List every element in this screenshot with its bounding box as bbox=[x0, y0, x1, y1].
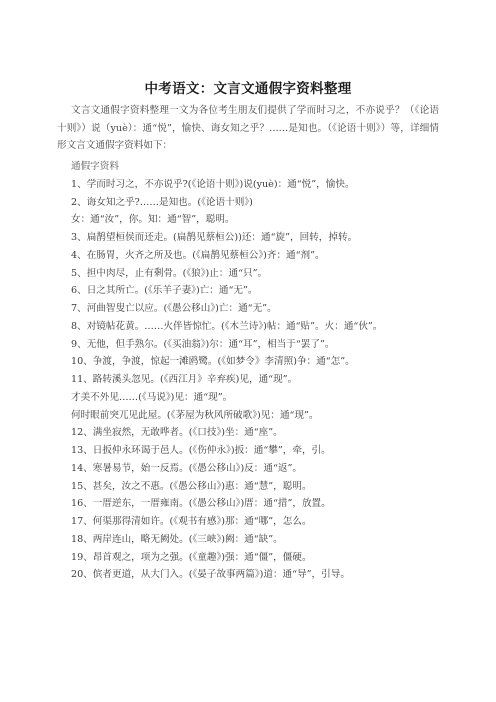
list-item: 何时眼前突兀见此屋。(《茅屋为秋风所破歌》)见：通“现”。 bbox=[71, 409, 319, 421]
list-item: 14、寒暑易节，始一反焉。(《愚公移山》)反：通“返”。 bbox=[71, 462, 302, 474]
list-item: 6、日之其所亡。(《乐羊子妻》)亡：通“无”。 bbox=[71, 285, 258, 297]
intro-paragraph bbox=[57, 102, 439, 155]
list-item: 10、争渡，争渡，惊起一滩鸥鹭。(《如梦令》李清照)争：通“怎”。 bbox=[71, 356, 355, 368]
list-item: 12、满坐寂然，无敢哗者。(《口技》)坐：通“座”。 bbox=[71, 427, 283, 439]
list-item: 2、诲女知之乎?……是知也。(《论语十则》) bbox=[71, 196, 253, 208]
intro-text: 文言文通假字资料整理一文为各位考生朋友们提供了学而时习之，不亦说乎？（《论语十则》）说（yuè）：通“悦”，愉快、诲女知之乎？……是知也。（《论语十则》）等，详细情形文言文通假字资料如下： bbox=[57, 105, 439, 151]
document-title: 中考语文：文言文通假字资料整理 bbox=[144, 81, 352, 97]
list-item: 9、无他，但手熟尔。(《买油翁》)尔：通“耳”，相当于“罢了”。 bbox=[71, 338, 335, 350]
list-item: 17、何渠那得清如许。(《观书有感》)那：通“哪”，怎么。 bbox=[71, 516, 312, 527]
list-item: 20、傧者更道，从大门入。(《晏子故事两篇》)道：通“导”，引导。 bbox=[71, 569, 350, 581]
list-item: 8、对镜帖花黄。……火伴皆惊忙。(《木兰诗》)帖：通“贴”。火：通“伙”。 bbox=[71, 320, 383, 332]
list-item: 13、日扳仲永环谒于邑人。(《伤仲永》)扳：通“攀”，牵，引。 bbox=[71, 445, 331, 456]
list-item bbox=[71, 584, 443, 602]
list-item: 3、扁鹊望桓侯而还走。(扁鹊见蔡桓公))还：通“旋”，回转，掉转。 bbox=[71, 232, 358, 243]
list-item: 15、甚矣，汝之不惠。(《愚公移山》)惠：通“慧”，聪明。 bbox=[71, 480, 312, 492]
list-heading: 通假字资料 bbox=[71, 161, 119, 172]
list-item: 19、昂首观之，项为之强。(《童趣》)强：通“僵”，僵硬。 bbox=[71, 551, 312, 563]
tongjia-list bbox=[71, 158, 443, 602]
list-item: 11、路转溪头忽见。(《西江月》辛弃疾)见，通“现”。 bbox=[71, 374, 298, 385]
list-item: 5、担中肉尽，止有剩骨。(《狼》)止：通“只”。 bbox=[71, 267, 268, 279]
list-item: 18、两岸连山，略无阙处。(《三峡》)阙：通“缺”。 bbox=[71, 533, 283, 545]
list-item: 4、在肠胃，火齐之所及也。(《扁鹊见蔡桓公》)齐：通“剂”。 bbox=[71, 249, 325, 261]
list-item: 女：通“汝”，你。知：通“智”，聪明。 bbox=[71, 214, 235, 226]
list-item: 7、河曲智叟亡以应。(《愚公移山》)亡：通“无”。 bbox=[71, 303, 277, 314]
list-item: 1、学而时习之，不亦说乎?(《论语十则》)说(yuè)：通“悦”，愉快。 bbox=[71, 178, 355, 190]
list-item: 才美不外见……(《马说》)见：通“现”。 bbox=[71, 391, 233, 403]
list-item: 16、一厝逆东，一厝雍南。(《愚公移山》)厝：通“措”，放置。 bbox=[71, 498, 331, 510]
